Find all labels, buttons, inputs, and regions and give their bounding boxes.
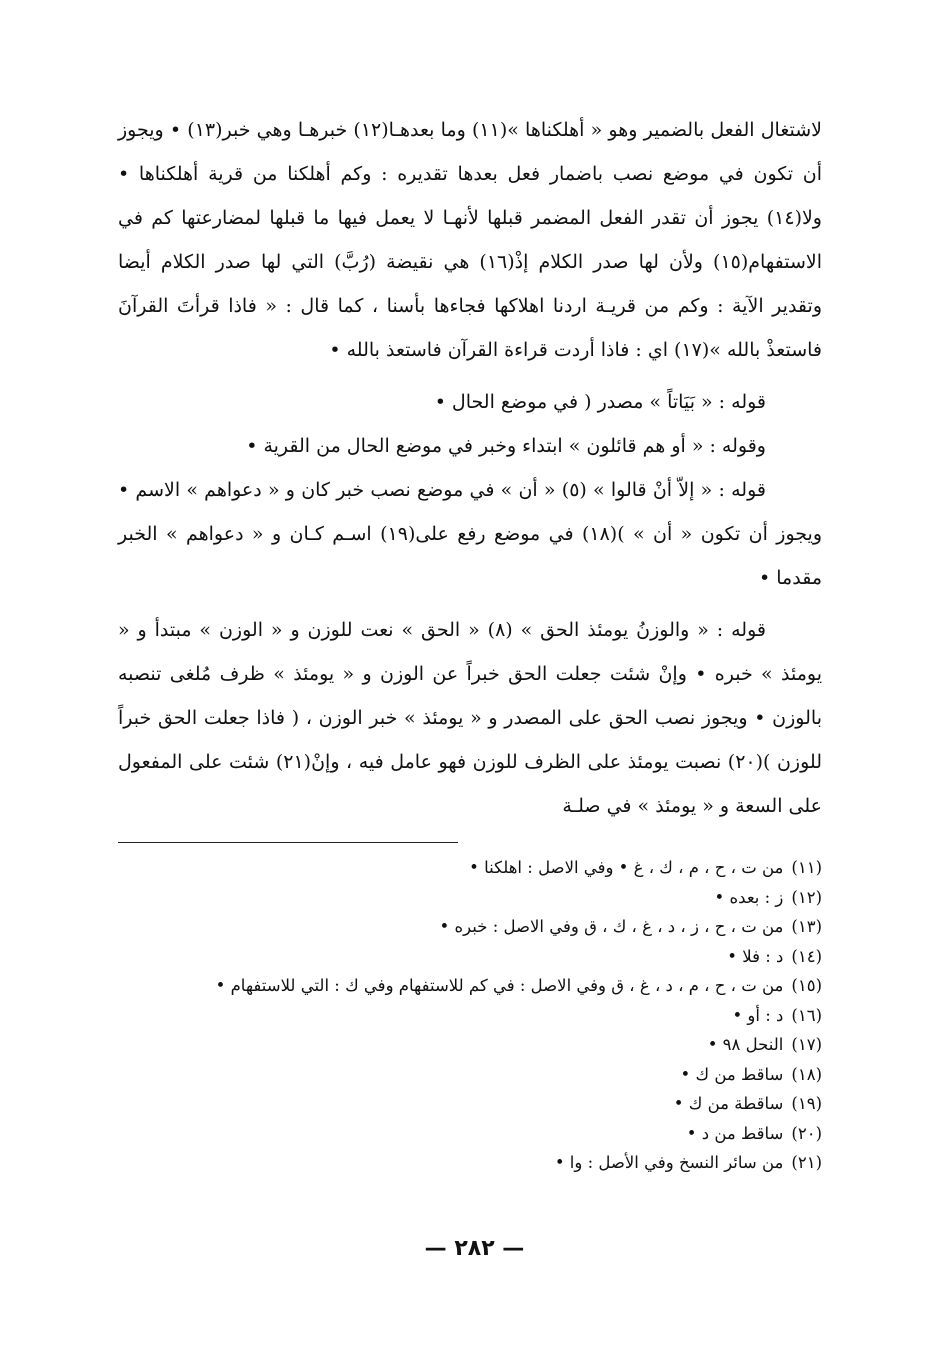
footnote-text: د : فلا •	[727, 946, 784, 966]
footnote-separator	[118, 842, 458, 843]
paragraph-5: قوله : « والوزنُ يومئذ الحق » (٨) « الحق » نعت للوزن و « الوزن » مبتدأ و « يومئذ » خبره • وإنْ شئت جعلت الحق خبراً عن الوزن و « يومئذ » ظرف مُلغى تنصبه بالوزن • ويجوز نصب الحق على المصدر و « يومئذ » خبر الوزن ، ( فاذا جعلت الحق خبراً للوزن )(٢٠) نصبت يومئذ على الظرف للوزن فهو عامل فيه ، وإنْ(٢١) شئت على المفعول على السعة و « يومئذ » في صلـة	[118, 619, 823, 817]
footnote-number: (١٨)	[791, 1064, 822, 1084]
footnote-number: (٢١)	[791, 1153, 822, 1172]
footnote-item	[118, 942, 822, 972]
footnotes	[118, 853, 822, 1178]
footnote-text: من ت ، ح ، م ، د ، غ ، ق وفي الاصل : في كم للاستفهام وفي ك : التي للاستفهام •	[215, 976, 784, 995]
footnote-item	[118, 1148, 822, 1178]
footnote-number: (١٥)	[791, 976, 822, 995]
footnote-item	[118, 912, 822, 942]
footnote-number: (١٦)	[791, 1005, 822, 1025]
footnote-number: (٢٠)	[791, 1123, 822, 1143]
footnote-text: من ت ، ح ، ز ، د ، غ ، ك ، ق وفي الاصل : خبره •	[439, 917, 784, 936]
footnote-number: (١١)	[791, 858, 822, 877]
footnote-item	[118, 883, 822, 913]
footnote-item	[118, 1119, 822, 1149]
paragraph-4: قوله : « إلاّ أنْ قالوا » (٥) « أن » في موضع نصب خبر كان و « دعواهم » الاسم • ويجوز أن تكون « أن » )(١٨) في موضع رفع على(١٩) اسـم كـان و « دعواهم » الخبر مقدما •	[118, 479, 822, 589]
footnote-text: ساقطة من ك •	[673, 1094, 784, 1113]
footnote-text: ساقط من د •	[686, 1123, 784, 1143]
paragraph-1: لاشتغال الفعل بالضمير وهو « أهلكناها »(١١) وما بعدهـا(١٢) خبرهـا وهي خبر(١٣) • ويجوز أن تكون في موضع نصب باضمار فعل بعدها تقديره : وكم أهلكنا من قرية أهلكناها • ولا(١٤) يجوز أن تقدر الفعل المضمر قبلها لأنهـا لا يعمل فيها ما قبلها لمضارعتها كم في الاستفهام(١٥) ولأن لها صدر الكلام إذْ(١٦) هي نقيضة (رُبَّ) التي لها صدر الكلام أيضا وتقدير الآية : وكم من قريـة اردنا اهلاكها فجاءها بأسنا ، كما قال : « فاذا قرأتَ القرآنَ فاستعذْ بالله »(١٧) اي : فاذا أردت قراءة القرآن فاستعذ بالله •	[118, 119, 822, 361]
footnote-text: من ت ، ح ، م ، ك ، غ • وفي الاصل : اهلكنا •	[469, 858, 784, 877]
footnote-text: ساقط من ك •	[680, 1064, 784, 1084]
footnote-item	[118, 971, 822, 1001]
footnote-number: (١٣)	[791, 917, 822, 936]
footnote-number: (١٧)	[791, 1035, 822, 1054]
footnote-item	[118, 853, 822, 883]
footnote-item	[118, 1060, 822, 1090]
footnote-number: (١٩)	[791, 1094, 822, 1113]
footnote-item	[118, 1089, 822, 1119]
paragraph-3: وقوله : « أو هم قائلون » ابتداء وخبر في موضع الحال من القرية •	[246, 435, 766, 457]
footnote-text: د : أو •	[732, 1005, 784, 1025]
footnote-text: من سائر النسخ وفي الأصل : وا •	[554, 1153, 784, 1172]
paragraph-2: قوله : « بَيَاتاً » مصدر ( في موضع الحال •	[434, 391, 766, 413]
main-text	[118, 108, 822, 828]
footnote-number: (١٤)	[791, 946, 822, 966]
footnote-item	[118, 1030, 822, 1060]
footnote-number: (١٢)	[791, 887, 822, 907]
footnote-text: ز : بعده •	[714, 887, 784, 907]
page-content	[118, 108, 822, 1178]
footnote-text: النحل ٩٨ •	[707, 1035, 784, 1054]
page-number: — ٢٨٢ —	[424, 1236, 525, 1261]
footnote-item	[118, 1001, 822, 1031]
